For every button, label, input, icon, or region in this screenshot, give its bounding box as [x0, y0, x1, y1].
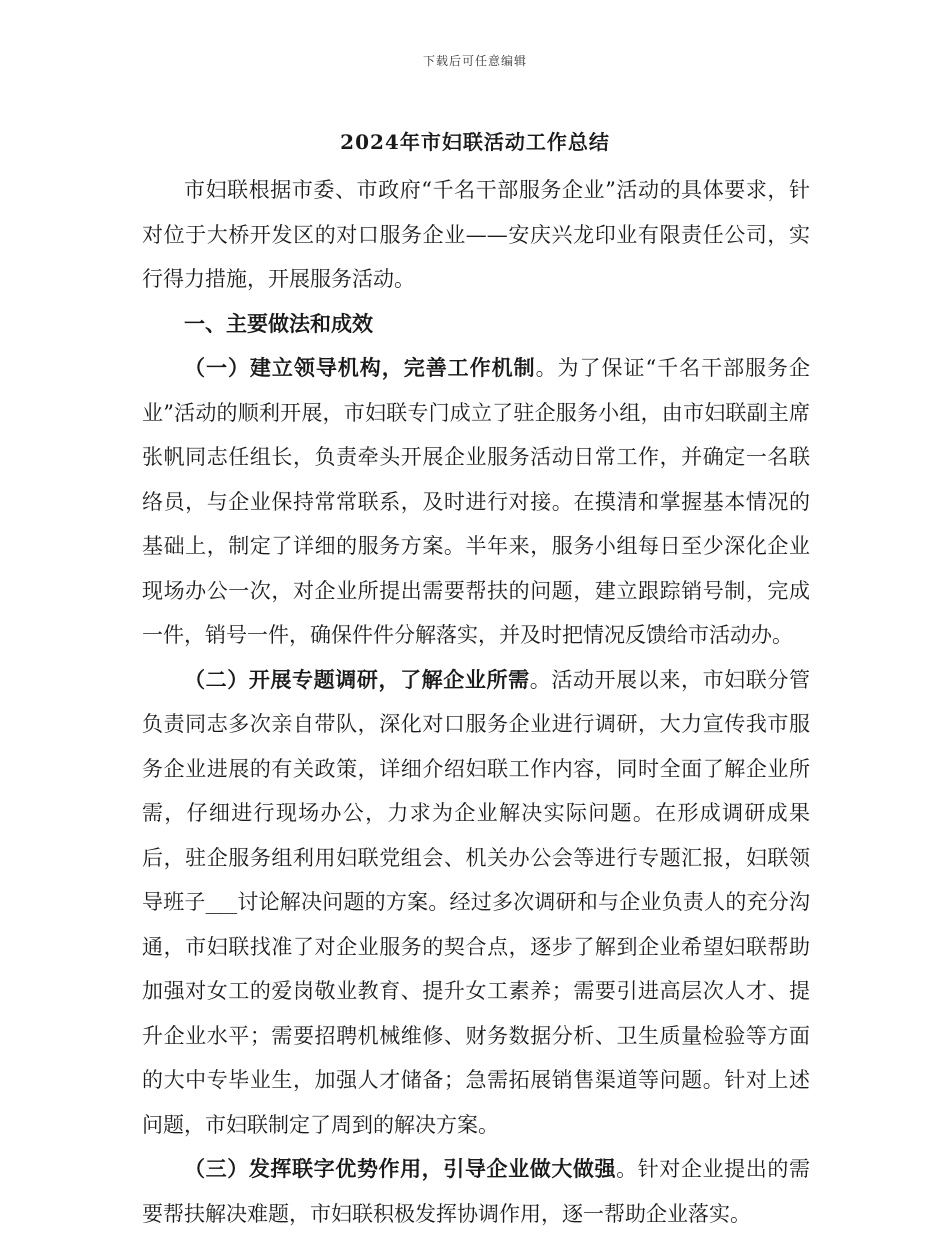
section-heading: 一、主要做法和成效 — [184, 310, 373, 336]
document-title: 2024年市妇联活动工作总结 — [340, 130, 610, 154]
item-paragraph — [142, 1147, 810, 1236]
item-paragraph — [142, 658, 810, 1148]
document-body — [142, 168, 810, 1236]
item-text: 。为了保证“千名干部服务企业”活动的顺利开展，市妇联专门成立了驻企服务小组，由市妇联副主席张帆同志任组长，负责牵头开展企业服务活动日常工作，并确定一名联络员，与企业保持常常联系，及时进行对接。在摸清和掌握基本情况的基础上，制定了详细的服务方案。半年来，服务小组每日至少深化企业现场办公一次，对企业所提出需要帮扶的问题，建立跟踪销号制，完成一件，销号一件，确保件件分解落实，并及时把情况反馈给市活动办。 — [142, 356, 810, 647]
item-paragraph — [142, 346, 810, 658]
item-heading: （三）发挥联字优势作用，引导企业做大做强 — [184, 1156, 617, 1181]
item-text: 。活动开展以来，市妇联分管负责同志多次亲自带队，深化对口服务企业进行调研，大力宣传我市服务企业进展的有关政策，详细介绍妇联工作内容，同时全面了解企业所需，仔细进行现场办公，力求为企业解决实际问题。在形成调研成果后，驻企服务组利用妇联党组会、机关办公会等进行专题汇报，妇联领导班子___讨论解决问题的方案。经过多次调研和与企业负责人的充分沟通，市妇联找准了对企业服务的契合点，逐步了解到企业希望妇联帮助加强对女工的爱岗敬业教育、提升女工素养；需要引进高层次人才、提升企业水平；需要招聘机械维修、财务数据分析、卫生质量检验等方面的大中专毕业生，加强人才储备；急需拓展销售渠道等问题。针对上述问题，市妇联制定了周到的解决方案。 — [142, 667, 811, 1137]
item-heading: （一）建立领导机构，完善工作机制 — [184, 355, 536, 380]
item-text: 。针对企业提出的需要帮扶解决难题，市妇联积极发挥协调作用，逐一帮助企业落实。 — [142, 1157, 811, 1226]
header-note: 下载后可任意编辑 — [422, 54, 527, 68]
item-heading: （二）开展专题调研，了解企业所需 — [184, 666, 530, 692]
intro-paragraph: 市妇联根据市委、市政府“千名干部服务企业”活动的具体要求，针对位于大桥开发区的对口服务企业——安庆兴龙印业有限责任公司，实行得力措施，开展服务活动。 — [142, 178, 810, 291]
